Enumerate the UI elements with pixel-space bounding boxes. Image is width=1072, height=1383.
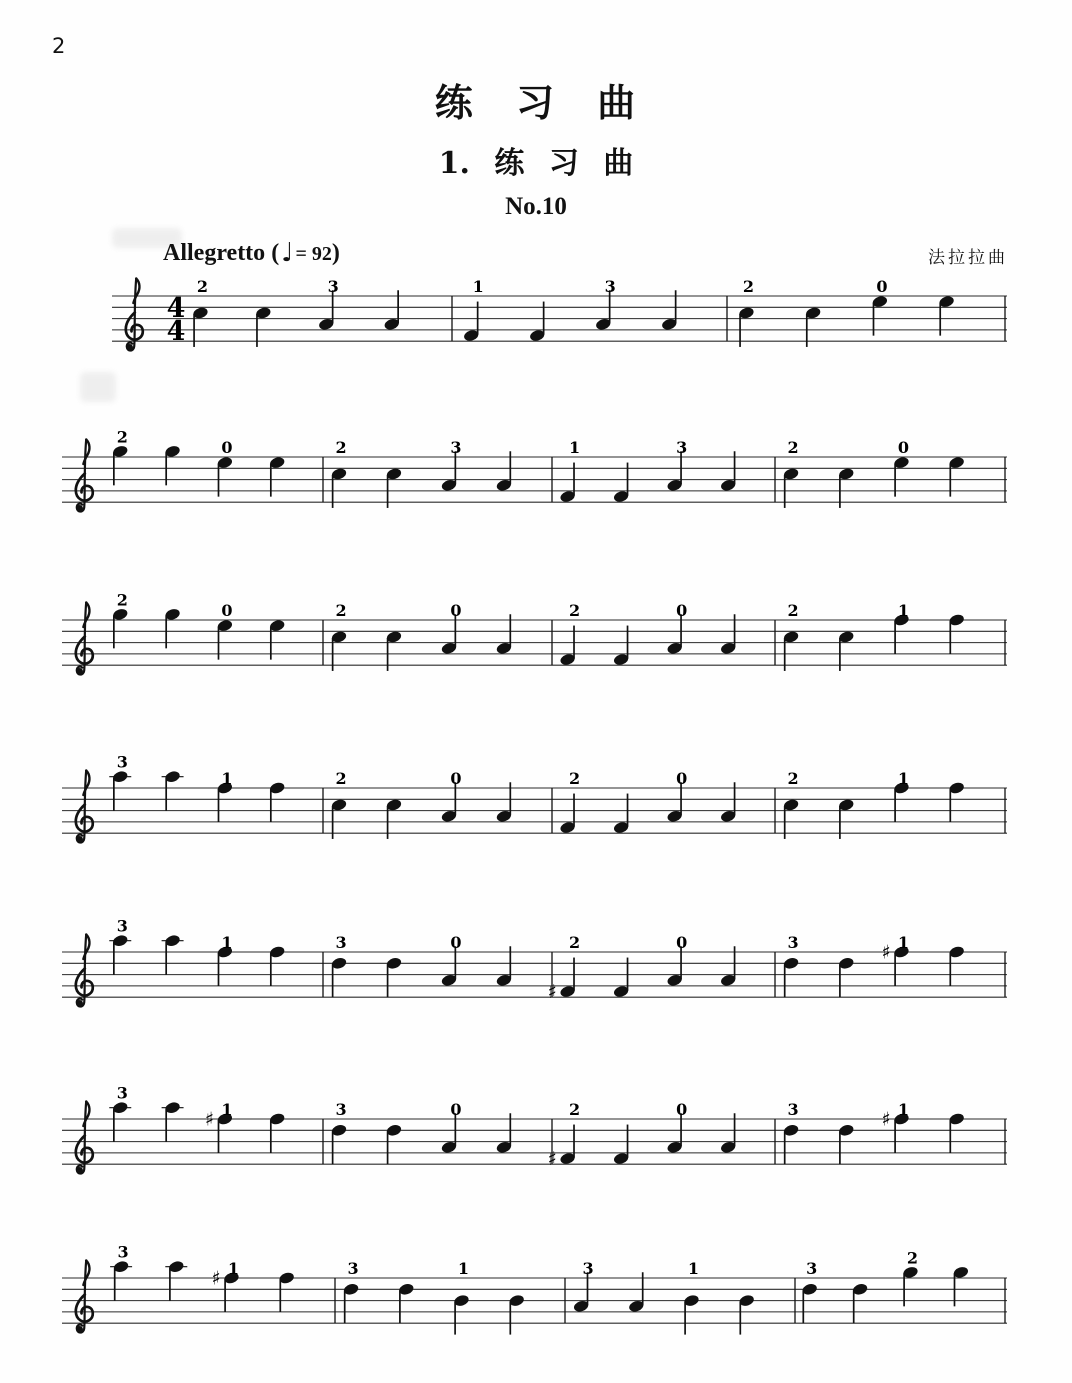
finger-number: 2 [335, 769, 347, 788]
finger-number: 1 [457, 1259, 470, 1278]
quarter-note [398, 1282, 415, 1323]
finger-number: 0 [450, 769, 462, 788]
quarter-note [838, 956, 855, 997]
quarter-note [559, 438, 580, 504]
finger-number: 2 [335, 438, 347, 457]
quarter-note [109, 917, 131, 975]
staff-system [62, 917, 1007, 1007]
quarter-note [440, 769, 461, 823]
finger-number: 3 [347, 1259, 359, 1278]
quarter-note [573, 1259, 594, 1313]
quarter-note [948, 945, 965, 986]
quarter-note [738, 1294, 755, 1335]
finger-number: 0 [676, 933, 688, 952]
treble-clef-icon [76, 771, 93, 843]
quarter-note [216, 769, 233, 822]
finger-number: 0 [676, 1100, 688, 1119]
treble-clef-icon [76, 1261, 93, 1333]
quarter-note [318, 277, 339, 331]
quarter-note [386, 1123, 403, 1164]
quarter-note [192, 277, 209, 347]
quarter-note [666, 933, 687, 987]
finger-number: 3 [116, 1083, 128, 1103]
quarter-note [440, 438, 461, 492]
sharp-accidental-icon: ♯ [211, 1267, 221, 1290]
quarter-note [838, 1123, 855, 1164]
finger-number: 3 [117, 1242, 129, 1262]
finger-number: 1 [569, 438, 581, 457]
finger-number: 3 [582, 1259, 594, 1278]
quarter-note [112, 427, 129, 485]
quarter-note [783, 933, 800, 997]
finger-number: 1 [227, 1259, 240, 1278]
quarter-note [110, 1243, 132, 1301]
finger-number: 1 [221, 933, 233, 952]
quarter-note [893, 601, 910, 654]
quarter-note [440, 601, 461, 655]
quarter-note [783, 769, 800, 839]
piece-subtitle: 1. 练 习 曲 [438, 146, 634, 181]
finger-number: 0 [221, 601, 233, 620]
finger-number: 0 [450, 1100, 462, 1119]
quarter-note [331, 933, 348, 997]
time-signature-top: 4 [166, 293, 186, 324]
quarter-note [508, 1294, 525, 1335]
finger-number: 2 [787, 769, 799, 788]
tempo-word: Allegretto [163, 240, 266, 266]
piece-number: No.10 [505, 193, 567, 220]
treble-clef-icon [76, 1102, 93, 1174]
quarter-note [783, 438, 800, 508]
finger-number: 2 [569, 601, 581, 620]
finger-number: 1 [897, 933, 910, 952]
quarter-note [331, 769, 348, 839]
sharp-accidental-icon: ♯ [881, 1108, 891, 1131]
tempo-paren-close: ) [331, 240, 340, 266]
finger-number: 3 [604, 277, 616, 296]
quarter-note [893, 438, 910, 497]
finger-number: 0 [897, 438, 910, 457]
quarter-note [269, 945, 286, 986]
finger-number: 0 [676, 769, 688, 788]
finger-number: 2 [787, 438, 799, 457]
finger-number: 3 [327, 277, 339, 296]
staff-system [112, 277, 1007, 351]
quarter-note [666, 1100, 687, 1154]
quarter-note [343, 1259, 360, 1323]
quarter-note [216, 933, 233, 986]
treble-clef-icon [126, 279, 143, 351]
finger-number: 0 [876, 277, 888, 296]
quarter-note-icon: ♩ [281, 238, 294, 268]
quarter-note [162, 1101, 184, 1142]
finger-number: 3 [806, 1259, 818, 1278]
quarter-note [463, 277, 484, 343]
quarter-note [165, 1260, 187, 1301]
quarter-note [666, 769, 687, 823]
staff-system [62, 753, 1007, 843]
sharp-accidental-icon: ♯ [881, 941, 891, 964]
quarter-note [559, 769, 580, 835]
finger-number: 3 [676, 438, 688, 457]
finger-number: 1 [897, 1100, 910, 1119]
quarter-note [331, 601, 348, 671]
quarter-note [269, 1112, 286, 1153]
finger-number: 1 [221, 1100, 233, 1119]
quarter-note [162, 770, 184, 811]
quarter-note [278, 1271, 295, 1312]
sharp-accidental-icon: ♯ [204, 1108, 215, 1131]
treble-clef-icon [76, 440, 93, 512]
quarter-note [112, 590, 129, 648]
finger-number: 2 [116, 590, 128, 610]
quarter-note [162, 934, 184, 975]
finger-number: 2 [116, 427, 128, 447]
quarter-note [852, 1282, 869, 1323]
quarter-note [386, 956, 403, 997]
staff-system [62, 590, 1007, 674]
sharp-accidental-icon: ♯ [547, 981, 557, 1004]
finger-number: 2 [569, 933, 581, 952]
finger-number: 2 [569, 1100, 581, 1119]
quarter-note [559, 601, 580, 667]
sharp-accidental-icon: ♯ [547, 1148, 557, 1171]
quarter-note [205, 1100, 234, 1153]
quarter-note [331, 1100, 348, 1164]
quarter-note [666, 601, 687, 655]
quarter-note [783, 1100, 800, 1164]
finger-number: 2 [906, 1248, 919, 1268]
quarter-note [440, 933, 461, 987]
quarter-note [595, 277, 616, 331]
finger-number: 3 [335, 1100, 347, 1119]
quarter-note [738, 277, 755, 347]
finger-number: 1 [472, 277, 484, 296]
finger-number: 0 [221, 438, 233, 457]
tempo-bpm: = 92 [295, 243, 332, 265]
quarter-note [902, 1248, 919, 1306]
quarter-note [948, 1112, 965, 1153]
quarter-note [881, 933, 910, 986]
finger-number: 2 [569, 769, 581, 788]
treble-clef-icon [76, 935, 93, 1007]
finger-number: 1 [897, 769, 910, 788]
treble-clef-icon [76, 603, 93, 675]
quarter-note [948, 781, 965, 822]
quarter-note [871, 277, 888, 336]
tempo-paren-open: ( [271, 240, 280, 266]
quarter-note [109, 1084, 131, 1142]
staff-system [62, 1084, 1007, 1174]
quarter-note [783, 601, 800, 671]
finger-number: 2 [196, 277, 209, 296]
composer-credit: 法拉拉曲 [928, 248, 1008, 268]
quarter-note [269, 781, 286, 822]
finger-number: 3 [787, 933, 799, 952]
finger-number: 0 [450, 601, 462, 620]
quarter-note [881, 1100, 910, 1153]
page-title: 练 习 曲 [434, 81, 638, 125]
finger-number: 3 [787, 1100, 799, 1119]
page-number: 2 [52, 34, 66, 58]
finger-number: 2 [335, 601, 347, 620]
quarter-note [948, 613, 965, 654]
staff-system [62, 427, 1007, 511]
quarter-note [211, 1259, 240, 1312]
time-signature-bottom: 4 [166, 316, 186, 347]
finger-number: 0 [676, 601, 688, 620]
quarter-note [666, 438, 687, 492]
finger-number: 1 [687, 1259, 700, 1278]
staff-system [62, 1243, 1007, 1335]
finger-number: 2 [742, 277, 755, 296]
finger-number: 3 [116, 752, 128, 772]
finger-number: 0 [450, 933, 462, 952]
quarter-note [440, 1100, 461, 1154]
quarter-note [801, 1259, 818, 1323]
finger-number: 1 [221, 769, 233, 788]
quarter-note [216, 601, 233, 660]
quarter-note [216, 438, 233, 497]
finger-number: 3 [450, 438, 462, 457]
quarter-note [331, 438, 348, 508]
quarter-note [893, 769, 910, 822]
finger-number: 3 [335, 933, 347, 952]
quarter-note [109, 753, 131, 811]
finger-number: 2 [787, 601, 799, 620]
finger-number: 3 [116, 916, 128, 936]
finger-number: 1 [897, 601, 910, 620]
